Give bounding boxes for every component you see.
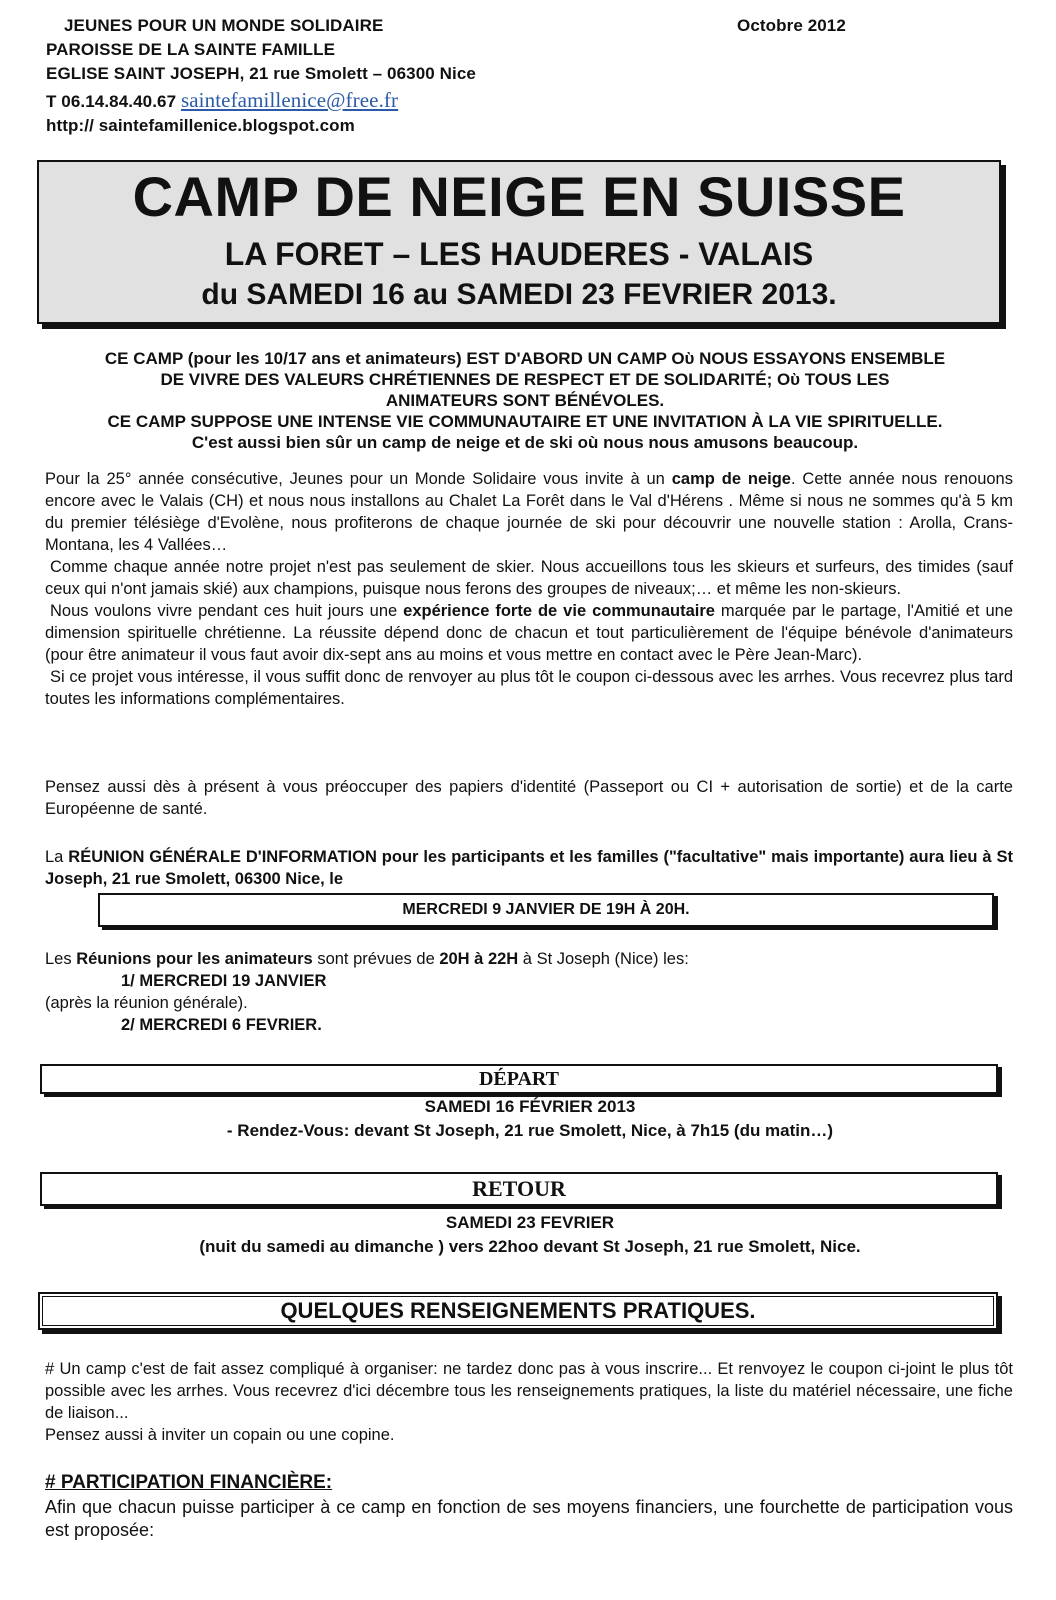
camp-title: CAMP DE NEIGE EN SUISSE [132,165,906,228]
paragraph: Si ce projet vous intéresse, il vous suffit donc de renvoyer au plus tôt le coupon ci-dessous avec les arrhes. Vous recevrez plus tard toutes les informations complémentaires. [45,668,1013,708]
intro-line: CE CAMP (pour les 10/17 ans et animateurs) EST D'ABORD UN CAMP Oὺ NOUS ESSAYONS ENSEMBLE [104,349,946,368]
paragraph: Nous voulons vivre pendant ces huit jours une expérience forte de vie communautaire marquée par le partage, l'Amitié et une dimension spirituelle chrétienne. La réussite dépend donc de chacun et tout particulièrement de l'équipe bénévole d'animateurs (pour être animateur il vous faut avoir dix-sept ans au moins et vous mettre en contact avec le Père Jean-Marc). [45,602,1013,664]
depart-date: SAMEDI 16 FÉVRIER 2013 [424,1097,636,1116]
infos-paragraph: # Un camp c'est de fait assez compliqué à organiser: ne tardez donc pas à vous inscrire... Et renvoyez le coupon ci-joint le plus tôt possible avec les arrhes. Vous recevrez d'ici décembre tous les renseignements pratiques, la liste du matériel nécessaire, une fiche de liaison... Pensez aussi à inviter un copain ou une copine. [45,1360,1013,1444]
parish-name: PAROISSE DE LA SAINTE FAMILLE [46,40,336,59]
contact-line [46,88,398,113]
paragraph: Comme chaque année notre projet n'est pas seulement de skier. Nous accueillons tous les skieurs et surfeurs, des timides (sauf ceux qui n'ont jamais skié) aux champions, puisque nous ferons des groupes de niveaux;… et même les non-skieurs. [45,558,1013,598]
website-url[interactable]: http:// saintefamillenice.blogspot.com [46,116,355,135]
paragraph: Pour la 25° année consécutive, Jeunes pour un Monde Solidaire vous invite à un camp de neige. Cette année nous renouons encore avec le Valais (CH) et nous nous installons au Chalet La Forêt dans le Val d'Hérens . Même si nous ne sommes qu'à 5 km du premier télésiège d'Evolène, nous profiterons de chaque journée de ski pour découvrir une nouvelle station : Arolla, Crans-Montana, les 4 Vallées… [45,470,1013,554]
animateurs-meetings: Les Réunions pour les animateurs sont prévues de 20H à 22H à St Joseph (Nice) les: 1/ MERCREDI 19 JANVIER (après la réunion générale). 2/ MERCREDI 6 FEVRIER. [45,948,1013,1036]
title-banner [37,160,1001,324]
intro-line: C'est aussi bien sûr un camp de neige et de ski où nous nous amusons beaucoup. [191,433,859,452]
intro-block [40,348,1010,453]
body-paragraphs [45,468,1013,710]
financial-heading: # PARTICIPATION FINANCIÈRE: [45,1472,333,1493]
meeting-date-box: MERCREDI 9 JANVIER DE 19H À 20H. [98,893,994,927]
depart-heading: DÉPART [40,1064,998,1094]
document-date: Octobre 2012 [737,16,846,35]
paragraph-documents: Pensez aussi dès à présent à vous préoccuper des papiers d'identité (Passeport ou CI + autorisation de sortie) et de la carte Européenne de santé. [45,778,1013,818]
paragraph-meeting: La RÉUNION GÉNÉRALE D'INFORMATION pour les participants et les familles ("facultative" mais importante) aura lieu à St Joseph, 21 rue Smolett, 06300 Nice, le [45,848,1014,888]
depart-rdv: - Rendez-Vous: devant St Joseph, 21 rue Smolett, Nice, à 7h15 (du matin…) [226,1121,834,1140]
intro-line: DE VIVRE DES VALEURS CHRÉTIENNES DE RESPECT ET DE SOLIDARITÉ; Oὺ TOUS LES [160,370,890,389]
infos-heading: QUELQUES RENSEIGNEMENTS PRATIQUES. [38,1292,998,1330]
financial-text: Afin que chacun puisse participer à ce camp en fonction de ses moyens financiers, une fourchette de participation vous est proposée: [45,1497,1013,1540]
retour-date: SAMEDI 23 FEVRIER [445,1213,615,1232]
camp-location: LA FORET – LES HAUDERES - VALAIS [224,236,814,272]
church-address: EGLISE SAINT JOSEPH, 21 rue Smolett – 06300 Nice [46,64,476,83]
email-link[interactable]: saintefamillenice@free.fr [180,88,399,112]
retour-detail: (nuit du samedi au dimanche ) vers 22hoo devant St Joseph, 21 rue Smolett, Nice. [199,1237,861,1256]
retour-heading: RETOUR [40,1172,998,1206]
animateur-date-2: 2/ MERCREDI 6 FEVRIER. [121,1016,322,1034]
intro-line: ANIMATEURS SONT BÉNÉVOLES. [385,391,665,410]
animateur-note: (après la réunion générale). [45,994,248,1012]
org-name: JEUNES POUR UN MONDE SOLIDAIRE [64,16,384,35]
animateur-date-1: 1/ MERCREDI 19 JANVIER [121,972,327,990]
phone-number: T 06.14.84.40.67 [46,92,177,111]
camp-dates: du SAMEDI 16 au SAMEDI 23 FEVRIER 2013. [201,278,837,311]
intro-line: CE CAMP SUPPOSE UNE INTENSE VIE COMMUNAUTAIRE ET UNE INVITATION À LA VIE SPIRITUELLE. [107,412,943,431]
